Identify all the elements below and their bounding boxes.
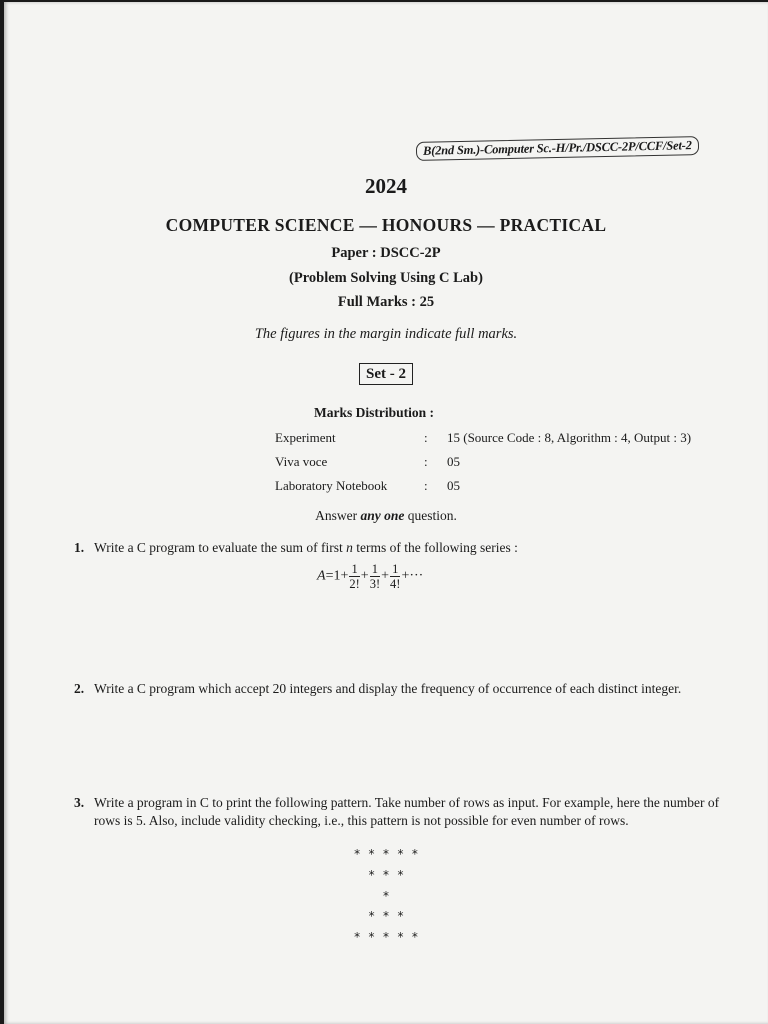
question-text xyxy=(94,539,724,557)
full-marks: Full Marks : 25 xyxy=(337,294,435,310)
fraction-denominator: 2! xyxy=(349,577,360,591)
question-text: Write a C program which accept 20 integers and display the frequency of occurrence of each distinct integer. xyxy=(94,681,682,696)
question-number: 3. xyxy=(74,795,85,810)
instruction-pre: Answer xyxy=(315,508,361,523)
marks-row-value: 05 xyxy=(447,478,460,493)
fraction-denominator: 4! xyxy=(390,577,401,591)
paper-code: Paper : DSCC-2P xyxy=(331,245,441,261)
answer-instruction xyxy=(4,508,768,524)
formula-eq: =1+ xyxy=(325,568,349,584)
instruction-post: question. xyxy=(404,508,457,523)
fraction-term xyxy=(390,562,400,591)
marks-row-colon: : xyxy=(424,454,428,469)
pattern-row: * * * xyxy=(367,868,405,882)
pattern-row: * xyxy=(382,889,390,903)
formula-lhs: A xyxy=(317,568,326,584)
instruction-emphasis: any one xyxy=(360,508,405,523)
set-label: Set - 2 xyxy=(359,363,413,385)
subject-heading: COMPUTER SCIENCE — HONOURS — PRACTICAL xyxy=(165,215,607,235)
question-variable: n xyxy=(346,540,353,555)
marks-row-label: Experiment xyxy=(275,430,336,445)
marks-row-label: Laboratory Notebook xyxy=(275,478,388,493)
marks-row-value: 05 xyxy=(447,454,460,469)
question-number: 1. xyxy=(74,540,85,555)
exam-year: 2024 xyxy=(365,174,407,198)
fraction-term xyxy=(349,562,359,591)
fraction-numerator: 1 xyxy=(370,562,380,577)
marks-row-value: 15 (Source Code : 8, Algorithm : 4, Output : 3) xyxy=(447,430,692,445)
pattern-row: * * * xyxy=(367,909,405,923)
fraction-denominator: 3! xyxy=(369,577,381,591)
formula-plus: + xyxy=(360,568,369,584)
formula-tail: +··· xyxy=(401,568,424,584)
question-text-pre: Write a C program to evaluate the sum of first xyxy=(94,540,347,555)
paper-title: (Problem Solving Using C Lab) xyxy=(289,270,483,286)
question-number: 2. xyxy=(74,681,85,696)
margin-note: The figures in the margin indicate full marks. xyxy=(254,326,518,342)
fraction-numerator: 1 xyxy=(390,562,400,577)
question-text-post: terms of the following series : xyxy=(352,540,518,555)
fraction-term xyxy=(370,562,380,591)
pattern-row: * * * * * xyxy=(353,930,419,944)
fraction-numerator: 1 xyxy=(349,562,359,577)
set-box-wrapper xyxy=(4,363,768,385)
formula-plus: + xyxy=(381,568,390,584)
paper-reference-code: B(2nd Sm.)-Computer Sc.-H/Pr./DSCC-2P/CCF/Set-2 xyxy=(416,136,699,161)
marks-row-colon: : xyxy=(424,430,428,445)
question-3 xyxy=(74,794,724,830)
question-1 xyxy=(74,539,724,557)
question-2 xyxy=(74,680,724,698)
marks-row-label: Viva voce xyxy=(275,454,328,469)
pattern-row: * * * * * xyxy=(353,847,419,861)
series-formula xyxy=(317,562,423,591)
marks-distribution-title: Marks Distribution : xyxy=(314,405,435,420)
marks-row-colon: : xyxy=(424,478,428,493)
question-text: Write a program in C to print the following pattern. Take number of rows as input. For example, here the number of rows is 5. Also, include validity checking, i.e., this pattern is not possible for even number of rows. xyxy=(94,795,720,828)
exam-page xyxy=(4,2,768,1024)
